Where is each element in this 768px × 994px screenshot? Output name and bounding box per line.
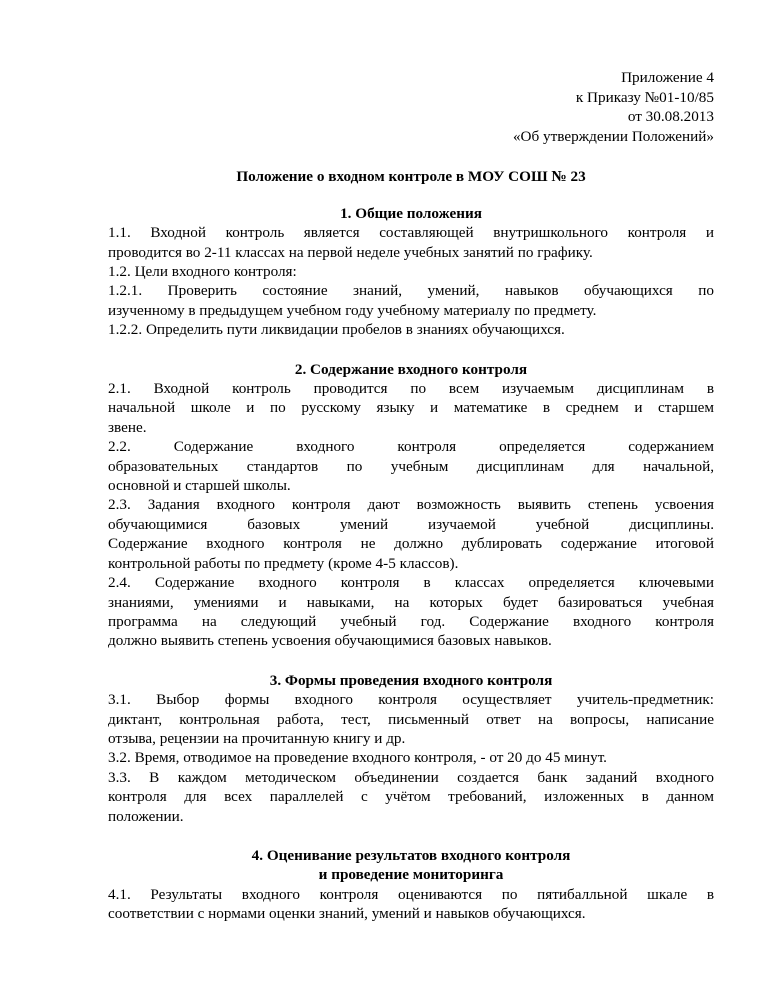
section-4	[108, 846, 714, 924]
text-line: 3.2. Время, отводимое на проведение входного контроля, - от 20 до 45 минут.	[108, 749, 607, 767]
text-line: звене.	[108, 418, 147, 436]
section-heading: 4. Оценивание результатов входного контроля	[251, 846, 571, 864]
appendix-header	[108, 68, 714, 146]
text-line: 1.2. Цели входного контроля:	[108, 263, 297, 280]
text-line: изученному в предыдущем учебном году учебному материалу по предмету.	[108, 301, 597, 319]
document-title: Положение о входном контроле в МОУ СОШ № 23	[236, 168, 586, 186]
text-line: соответствии с нормами оценки знаний, умений и навыков обучающихся.	[108, 905, 586, 923]
text-line: 2.2. Содержание входного контроля определяется содержанием	[108, 438, 714, 456]
text-line: 2.1. Входной контроль проводится по всем изучаемым дисциплинам в	[108, 380, 714, 398]
text-line: 1.2.2. Определить пути ликвидации пробелов в знаниях обучающихся.	[108, 321, 565, 339]
text-line: обучающимися базовых умений изучаемой учебной дисциплины.	[108, 515, 714, 533]
document-page	[108, 68, 714, 924]
section-1	[108, 204, 714, 340]
text-line: знаниями, умениями и навыками, на которых будет базироваться учебная	[108, 593, 714, 611]
text-line: контрольной работы по предмету (кроме 4-5 классов).	[108, 554, 459, 572]
text-line: должно выявить степень усвоения обучающимися базовых навыков.	[108, 632, 552, 650]
appendix-line: Приложение 4	[621, 69, 714, 86]
text-line: 1.2.1. Проверить состояние знаний, умений, навыков обучающихся по	[108, 282, 714, 300]
section-3	[108, 671, 714, 826]
text-line: диктант, контрольная работа, тест, письменный ответ на вопросы, написание	[108, 710, 714, 728]
text-line: проводится во 2-11 классах на первой неделе учебных занятий по графику.	[108, 243, 593, 261]
text-line: 3.1. Выбор формы входного контроля осуществляет учитель-предметник:	[108, 691, 714, 709]
section-heading: 1. Общие положения	[340, 204, 482, 222]
text-line: основной и старшей школы.	[108, 477, 291, 495]
text-line: 2.4. Содержание входного контроля в классах определяется ключевыми	[108, 574, 714, 592]
section-subheading: и проведение мониторинга	[318, 866, 504, 884]
text-line: начальной школе и по русскому языку и математике в среднем и старшем	[108, 399, 714, 417]
text-line: Содержание входного контроля не должно дублировать содержание итоговой	[108, 535, 714, 553]
section-2	[108, 360, 714, 651]
text-line: 4.1. Результаты входного контроля оцениваются по пятибалльной шкале в	[108, 885, 714, 903]
section-heading: 3. Формы проведения входного контроля	[269, 671, 553, 689]
section-heading: 2. Содержание входного контроля	[294, 360, 528, 378]
order-title-line: «Об утверждении Положений»	[512, 127, 714, 145]
text-line: положении.	[108, 807, 184, 825]
text-line: 2.3. Задания входного контроля дают возможность выявить степень усвоения	[108, 496, 714, 514]
text-line: 3.3. В каждом методическом объединении создается банк заданий входного	[108, 768, 714, 786]
date-line: от 30.08.2013	[627, 108, 714, 126]
text-line: отзыва, рецензии на прочитанную книгу и др.	[108, 729, 406, 747]
text-line: программа на следующий учебный год. Содержание входного контроля	[108, 612, 714, 630]
text-line: контроля для всех параллелей с учётом требований, изложенных в данном	[108, 788, 714, 806]
text-line: 1.1. Входной контроль является составляющей внутришкольного контроля и	[108, 224, 714, 242]
order-line: к Приказу №01-10/85	[575, 88, 714, 106]
text-line: образовательных стандартов по учебным дисциплинам для начальной,	[108, 457, 714, 475]
